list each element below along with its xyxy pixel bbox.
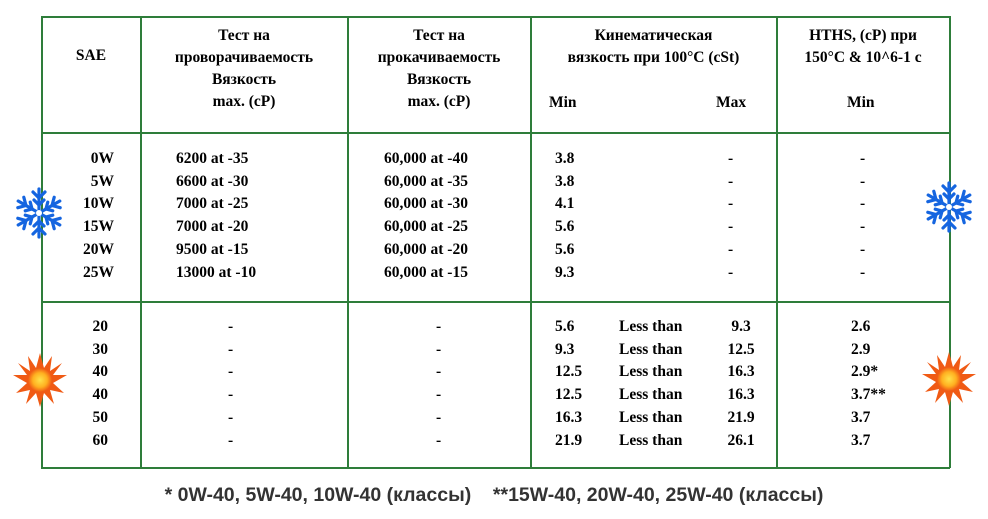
hths-value: -: [860, 263, 866, 281]
sun-icon: [921, 351, 977, 407]
kin-max-value: 16.3: [727, 363, 755, 381]
pumping-value: 60,000 at -35: [384, 172, 468, 190]
kin-max-value: 16.3: [727, 386, 755, 404]
hths-value: 3.7: [851, 431, 871, 449]
kin-max-value: 9.3: [731, 318, 751, 335]
kin-min-value: 4.1: [555, 195, 575, 213]
less-than-label: Less than: [619, 340, 683, 358]
cranking-value: 7000 at -20: [176, 218, 249, 236]
pumping-value: 60,000 at -20: [384, 240, 468, 258]
table-top-border: [41, 16, 950, 18]
pumping-value: 60,000 at -40: [384, 150, 468, 167]
hths-value: -: [860, 150, 866, 167]
kin-min-value: 12.5: [555, 363, 583, 381]
less-than-label: Less than: [619, 408, 683, 426]
kin-max-value: -: [728, 240, 734, 258]
cranking-value: -: [228, 340, 234, 358]
sae-grade: 30: [92, 340, 108, 358]
hths-value: -: [860, 172, 866, 190]
kin-max-value: -: [728, 150, 734, 167]
cranking-value: 6200 at -35: [176, 150, 249, 167]
kin-min-value: 5.6: [555, 240, 575, 258]
kin-min-value: 9.3: [555, 340, 575, 358]
kin-max-value: 26.1: [727, 431, 755, 449]
kin-min-value: 21.9: [555, 431, 583, 449]
header-kin-max: Max: [716, 94, 747, 111]
cranking-value: -: [228, 408, 234, 426]
header-separator: [41, 132, 950, 134]
hths-value: 2.6: [851, 318, 871, 335]
sae-grade: 10W: [83, 195, 114, 213]
footnote: * 0W-40, 5W-40, 10W-40 (классы) **15W-40, 20W-40, 25W-40 (классы): [164, 484, 824, 506]
cranking-value: -: [228, 318, 234, 335]
hths-value: -: [860, 218, 866, 236]
hths-value: 3.7**: [851, 386, 886, 404]
sae-grade: 20: [92, 318, 108, 335]
sae-grade: 40: [92, 386, 108, 404]
sae-grade: 0W: [90, 150, 114, 167]
sun-icon: [12, 352, 68, 408]
kin-max-value: 21.9: [727, 408, 755, 426]
pumping-value: -: [436, 363, 442, 381]
kin-max-value: -: [728, 195, 734, 213]
kin-min-value: 3.8: [555, 150, 575, 167]
kin-max-value: -: [728, 218, 734, 236]
cranking-value: 7000 at -25: [176, 195, 249, 213]
header-hths-min: Min: [847, 94, 875, 111]
sae-grade: 20W: [83, 240, 114, 258]
pumping-value: 60,000 at -25: [384, 218, 468, 236]
snowflake-icon: [922, 180, 976, 234]
kin-min-value: 3.8: [555, 172, 575, 190]
header-kin-min: Min: [549, 94, 577, 111]
hths-value: -: [860, 240, 866, 258]
sae-grade: 60: [92, 431, 108, 449]
sae-grade: 25W: [83, 263, 114, 281]
table-bottom-border: [41, 467, 950, 469]
cranking-value: 13000 at -10: [176, 263, 257, 281]
pumping-value: -: [436, 408, 442, 426]
pumping-value: -: [436, 340, 442, 358]
group-separator: [41, 301, 950, 303]
sae-grade: 50: [92, 408, 108, 426]
hths-value: 2.9*: [851, 363, 879, 381]
less-than-label: Less than: [619, 386, 683, 404]
sae-grade: 5W: [90, 172, 114, 190]
less-than-label: Less than: [619, 318, 683, 335]
pumping-value: -: [436, 431, 442, 449]
header-sae: SAE: [75, 47, 107, 64]
pumping-value: 60,000 at -30: [384, 195, 468, 213]
cranking-value: -: [228, 363, 234, 381]
kin-min-value: 9.3: [555, 263, 575, 281]
kin-min-value: 5.6: [555, 218, 575, 236]
kin-max-value: 12.5: [727, 340, 755, 358]
kin-max-value: -: [728, 172, 734, 190]
kin-min-value: 12.5: [555, 386, 583, 404]
cranking-value: -: [228, 386, 234, 404]
cranking-value: -: [228, 431, 234, 449]
header-pumping: Тест на прокачиваемость Вязкость max. (cP): [377, 27, 501, 110]
hths-value: -: [860, 195, 866, 213]
hths-value: 2.9: [851, 340, 871, 358]
header-cranking: Тест на проворачиваемость Вязкость max. (cP): [174, 27, 314, 110]
kin-min-value: 5.6: [555, 318, 575, 335]
cranking-value: 9500 at -15: [176, 240, 249, 258]
sae-grade: 15W: [83, 218, 114, 236]
col-divider: [776, 16, 778, 468]
kin-max-value: -: [728, 263, 734, 281]
header-hths: HTHS, (cP) при 150°C & 10^6-1 c: [804, 27, 922, 66]
pumping-value: -: [436, 386, 442, 404]
less-than-label: Less than: [619, 363, 683, 381]
pumping-value: -: [436, 318, 442, 335]
header-kinematic: Кинематическая вязкость при 100°C (cSt): [567, 27, 740, 66]
snowflake-icon: [12, 186, 66, 240]
less-than-label: Less than: [619, 431, 683, 449]
hths-value: 3.7: [851, 408, 871, 426]
kin-min-value: 16.3: [555, 408, 583, 426]
sae-grade: 40: [92, 363, 108, 381]
cranking-value: 6600 at -30: [176, 172, 249, 190]
col-divider: [530, 16, 532, 468]
pumping-value: 60,000 at -15: [384, 263, 468, 281]
